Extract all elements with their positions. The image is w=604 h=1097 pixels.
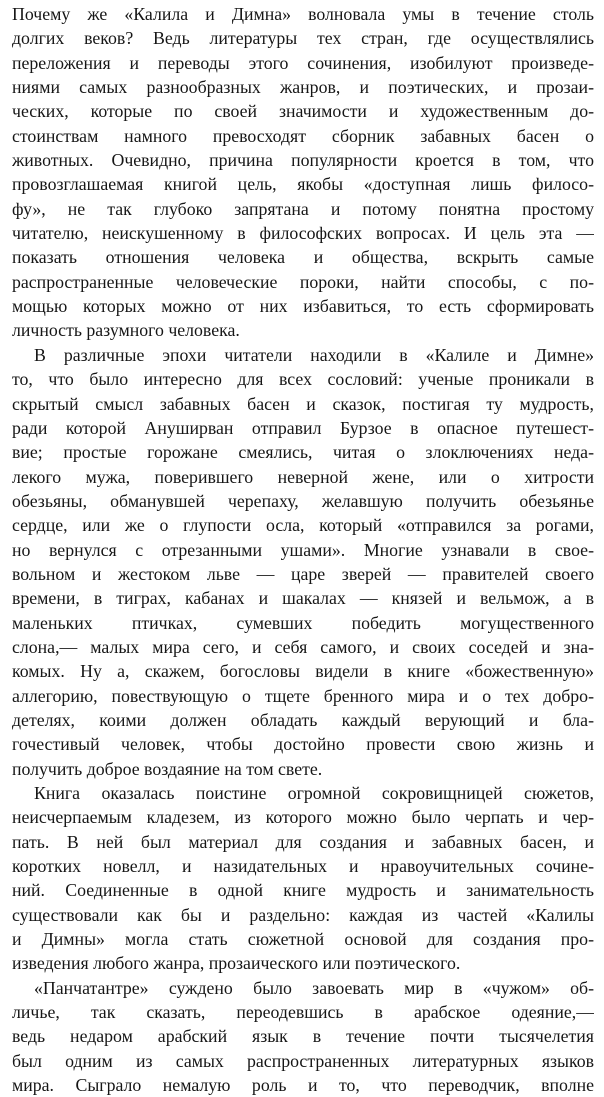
text-line: вие; простые горожане смеялись, читая о злоключениях неда- bbox=[12, 442, 594, 463]
text-line: В различные эпохи читатели находили в «Калиле и Димне» bbox=[34, 344, 594, 365]
text-line: долгих веков? Ведь литературы тех стран, где осуществлялись bbox=[12, 28, 594, 49]
text-line: и Димны» могла стать сюжетной основой для создания про- bbox=[12, 929, 594, 950]
text-line: распространенные человеческие пороки, найти способы, с по- bbox=[12, 271, 594, 292]
text-line: времени, в тиграх, кабанах и шакалах — князей и вельмож, а в bbox=[12, 588, 594, 609]
text-line: аллегорию, повествующую о тщете бренного мира и о тех добро- bbox=[12, 685, 594, 706]
text-line: провозглашаемая книгой цель, якобы «доступная лишь филосо- bbox=[12, 174, 594, 195]
text-line: мира. Сыграло немалую роль и то, что переводчик, вполне bbox=[12, 1075, 594, 1096]
text-line: но вернулся с отрезанными ушами». Многие узнавали в свое- bbox=[12, 539, 594, 560]
paragraph-readers bbox=[12, 343, 594, 781]
text-line: пать. В ней был материал для создания и забавных басен, и bbox=[12, 831, 594, 852]
text-line: был одним из самых распространенных литературных языков bbox=[12, 1050, 594, 1071]
text-line: ведь недаром арабский язык в течение почти тысячелетия bbox=[12, 1026, 594, 1047]
text-line: Книга оказалась поистине огромной сокровищницей сюжетов, bbox=[34, 783, 594, 803]
text-line: комых. Ну а, скажем, богословы видели в книге «божественную» bbox=[12, 661, 594, 682]
text-line: показать отношения человека и общества, вскрыть самые bbox=[12, 247, 594, 268]
text-line: лекого мужа, поверившего неверной жене, или о хитрости bbox=[12, 466, 594, 487]
text-line: личность разумного человека. bbox=[12, 320, 240, 341]
paragraph-popularity bbox=[12, 2, 594, 343]
text-line: скрытый смысл забавных басен и сказок, постигая ту мудрость, bbox=[12, 393, 594, 414]
text-line: слона,— малых мира сего, и себя самого, и своих соседей и зна- bbox=[12, 636, 594, 657]
text-line: стоинствам намного превосходят сборник забавных басен о bbox=[12, 125, 594, 146]
text-line: вольном и жестоком льве — царе зверей — правителей своего bbox=[12, 563, 594, 584]
text-line: ческих, которые по своей значимости и художественным до- bbox=[12, 101, 594, 122]
text-line: сердце, или же о глупости осла, который «отправился за рогами, bbox=[12, 515, 594, 536]
text-line: изведения любого жанра, прозаического или поэтического. bbox=[12, 953, 461, 974]
text-line: фу», не так глубоко запрятана и потому понятна простому bbox=[12, 198, 594, 219]
text-line: животных. Очевидно, причина популярности кроется в том, что bbox=[12, 150, 594, 171]
text-line: коротких новелл, и назидательных и нравоучительных сочине- bbox=[12, 856, 594, 877]
text-line: детелях, коими должен обладать каждый верующий и бла- bbox=[12, 709, 594, 730]
text-line: личье, так сказать, переодевшись в арабское одеяние,— bbox=[12, 1002, 594, 1023]
text-line: существовали как бы и раздельно: каждая из частей «Калилы bbox=[12, 904, 594, 925]
text-line: ний. Соединенные в одной книге мудрость и занимательность bbox=[12, 880, 594, 901]
text-line: обезьяны, обманувшей черепаху, желавшую получить обезьянье bbox=[12, 490, 594, 511]
text-line: то, что было интересно для всех сословий: ученые проникали в bbox=[12, 369, 594, 390]
text-line: неисчерпаемым кладезем, из которого можно было черпать и чер- bbox=[12, 807, 594, 828]
text-line: ниями самых разнообразных жанров, и поэтических, и прозаи- bbox=[12, 77, 594, 98]
text-line: гочестивый человек, чтобы достойно провести свою жизнь и bbox=[12, 734, 594, 755]
text-line: «Панчатантре» суждено было завоевать мир в «чужом» об- bbox=[34, 977, 594, 998]
book-page bbox=[12, 2, 594, 1097]
text-line: маленьких птичках, сумевших победить могущественного bbox=[12, 612, 594, 633]
text-line: ради которой Ануширван отправил Бурзое в опасное путешест- bbox=[12, 417, 594, 438]
text-line: мощью которых можно от них избавиться, то есть сформировать bbox=[12, 296, 594, 317]
text-line: читателю, неискушенному в философских вопросах. И цель эта — bbox=[12, 223, 594, 244]
text-line: Почему же «Калила и Димна» волновала умы в течение столь bbox=[12, 4, 594, 24]
text-line: переложения и переводы этого сочинения, изобилуют произведе- bbox=[12, 52, 594, 73]
text-line: получить доброе воздаяние на том свете. bbox=[12, 758, 323, 779]
paragraph-panchatantra bbox=[12, 976, 594, 1097]
paragraph-treasury bbox=[12, 781, 594, 976]
